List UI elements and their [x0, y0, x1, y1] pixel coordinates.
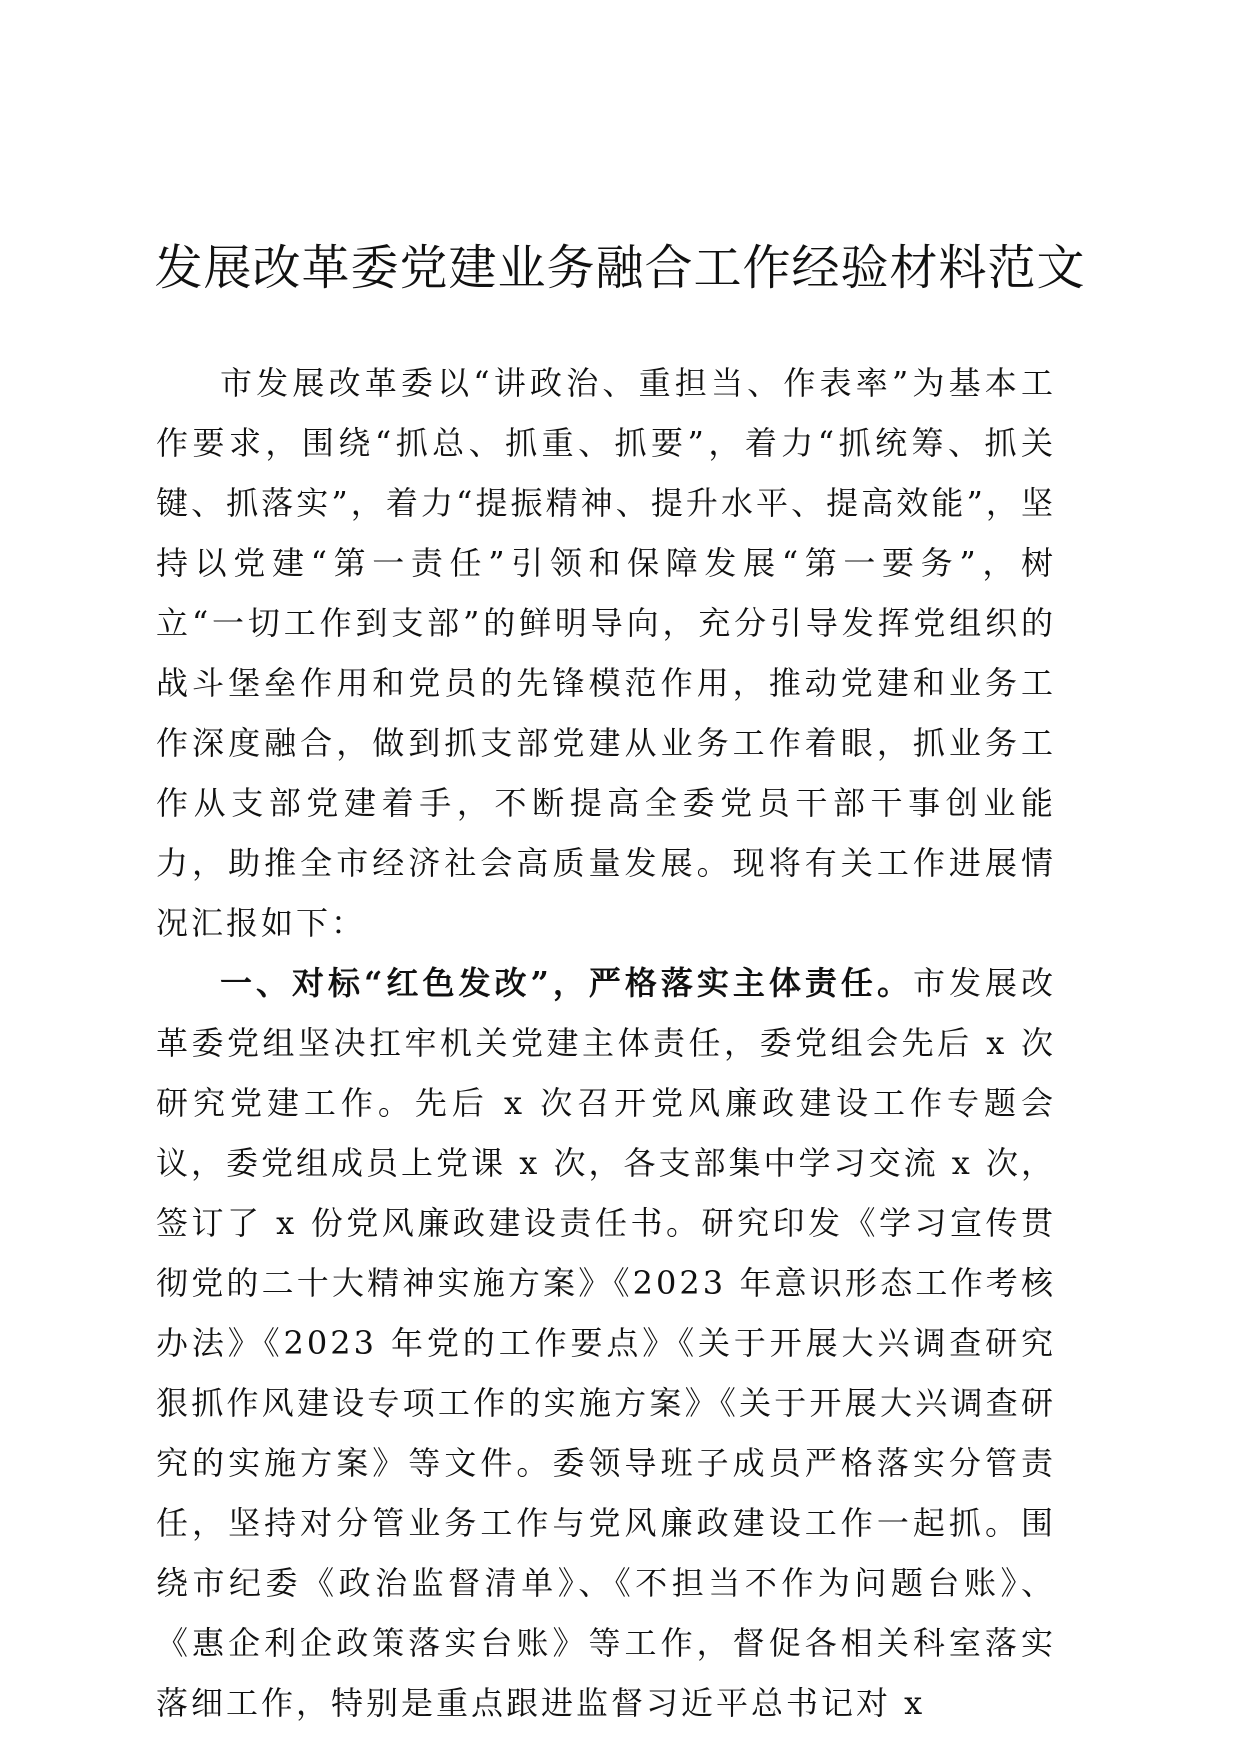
section-1-paragraph — [156, 953, 1056, 1733]
document-title: 发展改革委党建业务融合工作经验材料范文 — [154, 240, 1086, 296]
section-1-heading: 一、对标“红色发改”，严格落实主体责任。 — [220, 964, 913, 1002]
intro-paragraph: 市发展改革委以“讲政治、重担当、作表率”为基本工作要求，围绕“抓总、抓重、抓要”，着力“抓统筹、抓关键、抓落实”，着力“提振精神、提升水平、提高效能”，坚持以党建“第一责任”引领和保障发展“第一要务”，树立“一切工作到支部”的鲜明导向，充分引导发挥党组织的战斗堡垒作用和党员的先锋模范作用，推动党建和业务工作深度融合，做到抓支部党建从业务工作着眼，抓业务工作从支部党建着手，不断提高全委党员干部干事创业能力，助推全市经济社会高质量发展。现将有关工作进展情况汇报如下： — [156, 364, 1056, 942]
document-body — [156, 353, 1056, 1733]
section-1-body: 市发展改革委党组坚决扛牢机关党建主体责任，委党组会先后 x 次研究党建工作。先后 x 次召开党风廉政建设工作专题会议，委党组成员上党课 x 次，各支部集中学习交流 x 次，签订了 x 份党风廉政建设责任书。研究印发《学习宣传贯彻党的二十大精神实施方案》《2023 年意识形态工作考核办法》《2023 年党的工作要点》《关于开展大兴调查研究狠抓作风建设专项工作的实施方案》《关于开展大兴调查研究的实施方案》等文件。委领导班子成员严格落实分管责任，坚持对分管业务工作与党风廉政建设工作一起抓。围绕市纪委《政治监督清单》、《不担当不作为问题台账》、《惠企利企政策落实台账》等工作，督促各相关科室落实落细工作，特别是重点跟进监督习近平总书记对 x — [156, 964, 1056, 1722]
